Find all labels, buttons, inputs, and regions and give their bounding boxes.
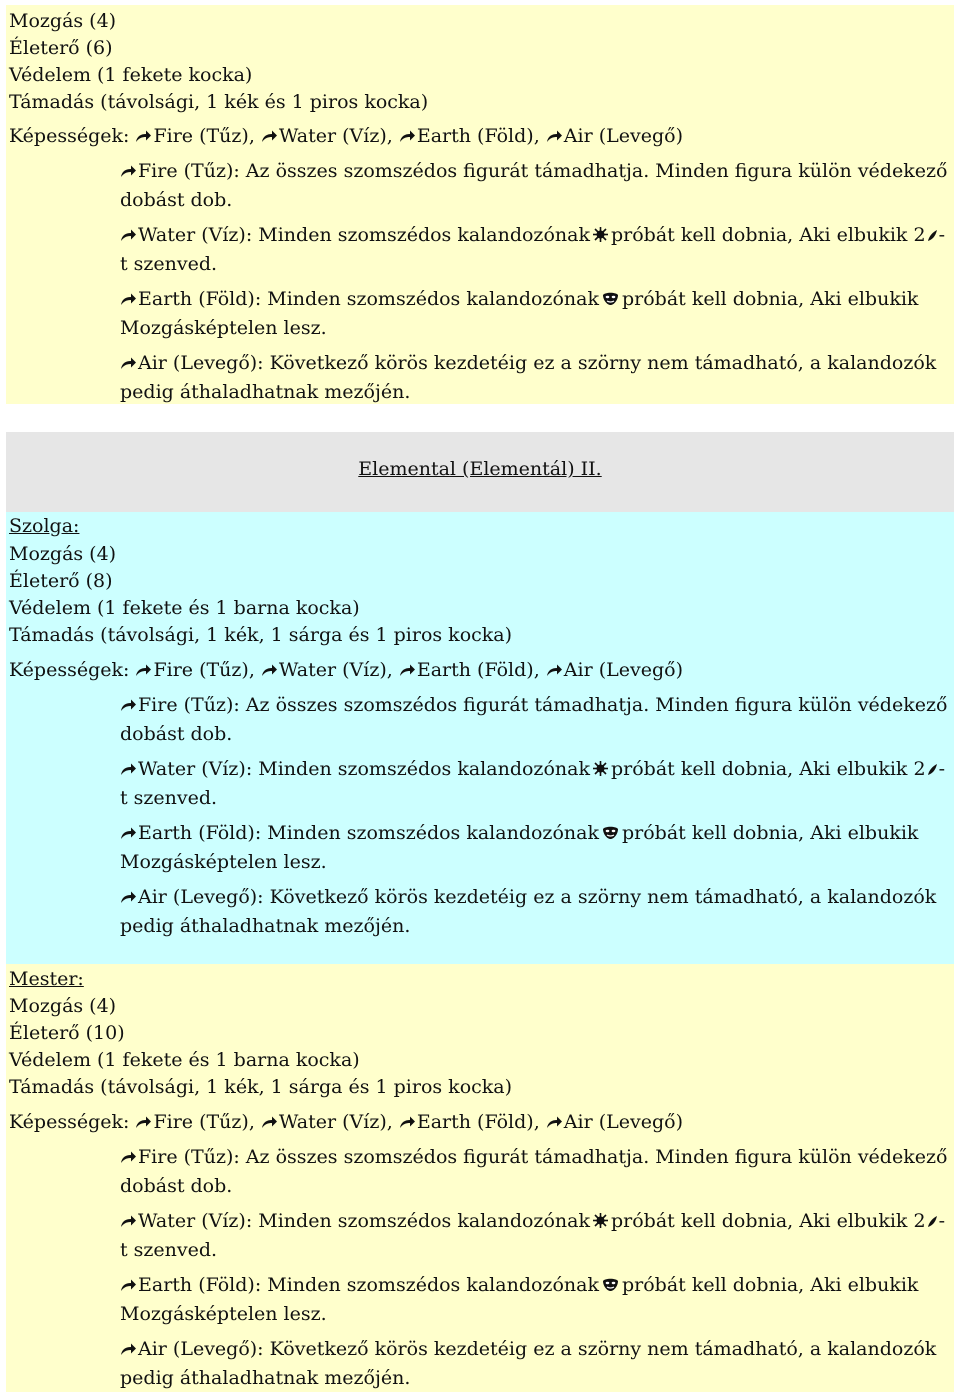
arrow-icon — [120, 762, 137, 776]
ability-desc-earth — [120, 1271, 950, 1329]
arrow-icon — [120, 698, 137, 712]
stat-move: Mozgás (4) — [9, 543, 117, 565]
ability-desc-text: próbát kell dobnia, Aki elbukik Mozgásképtelen lesz. — [120, 822, 919, 873]
abilities-label: Képességek: — [9, 125, 130, 147]
arrow-icon — [120, 356, 137, 370]
ability-desc-text: próbát kell dobnia, Aki elbukik 2 — [610, 224, 926, 246]
wound-icon — [927, 1215, 938, 1228]
sun-icon — [593, 1213, 608, 1228]
ability-desc-text: -t szenved. — [120, 224, 945, 275]
arrow-icon — [120, 890, 137, 904]
mask-icon — [602, 291, 619, 306]
abilities-row — [9, 1110, 683, 1134]
stat-attack: Támadás (távolsági, 1 kék, 1 sárga és 1 piros kocka) — [9, 624, 513, 646]
szolga-label: Szolga: — [9, 515, 80, 537]
arrow-icon — [135, 129, 152, 143]
mester-label: Mester: — [9, 968, 84, 990]
arrow-icon — [120, 164, 137, 178]
ability-air: Air (Levegő) — [563, 659, 683, 681]
stat-defense: Védelem (1 fekete és 1 barna kocka) — [9, 1049, 360, 1071]
ability-earth: Earth (Föld), — [416, 1111, 540, 1133]
ability-water: Water (Víz), — [278, 659, 393, 681]
ability-desc-fire — [120, 691, 950, 749]
ability-desc-fire — [120, 157, 950, 215]
abilities-label: Képességek: — [9, 1111, 130, 1133]
arrow-icon — [399, 663, 416, 677]
arrow-icon — [399, 129, 416, 143]
stat-move: Mozgás (4) — [9, 10, 117, 32]
arrow-icon — [261, 663, 278, 677]
ability-desc-air — [120, 1335, 950, 1393]
ability-desc-text: próbát kell dobnia, Aki elbukik Mozgásképtelen lesz. — [120, 1274, 919, 1325]
arrow-icon — [120, 1342, 137, 1356]
ability-desc-water — [120, 221, 950, 279]
stat-life: Életerő (8) — [9, 570, 113, 592]
ability-fire: Fire (Tűz), — [153, 125, 255, 147]
mester-card — [6, 964, 954, 1392]
arrow-icon — [546, 663, 563, 677]
ability-water: Water (Víz), — [278, 1111, 393, 1133]
ability-desc-water — [120, 755, 950, 813]
stat-attack: Támadás (távolsági, 1 kék és 1 piros kocka) — [9, 91, 429, 113]
ability-earth: Earth (Föld), — [416, 659, 540, 681]
abilities-row — [9, 658, 683, 682]
arrow-icon — [120, 1214, 137, 1228]
ability-desc-text: Air (Levegő): Következő körös kezdetéig ez a szörny nem támadható, a kalandozók pedig áthaladhatnak mezőjén. — [120, 886, 937, 937]
ability-desc-text: -t szenved. — [120, 1210, 945, 1261]
ability-fire: Fire (Tűz), — [153, 659, 255, 681]
arrow-icon — [546, 1115, 563, 1129]
stat-defense: Védelem (1 fekete és 1 barna kocka) — [9, 597, 360, 619]
ability-desc-earth — [120, 285, 950, 343]
arrow-icon — [135, 663, 152, 677]
ability-earth: Earth (Föld), — [416, 125, 540, 147]
ability-desc-text: Air (Levegő): Következő körös kezdetéig ez a szörny nem támadható, a kalandozók pedig áthaladhatnak mezőjén. — [120, 1338, 937, 1389]
ability-desc-text: próbát kell dobnia, Aki elbukik Mozgásképtelen lesz. — [120, 288, 919, 339]
ability-desc-text: -t szenved. — [120, 758, 945, 809]
ability-air: Air (Levegő) — [563, 125, 683, 147]
ability-air: Air (Levegő) — [563, 1111, 683, 1133]
sun-icon — [593, 227, 608, 242]
abilities-row — [9, 124, 683, 148]
ability-fire: Fire (Tűz), — [153, 1111, 255, 1133]
ability-desc-air — [120, 349, 950, 407]
ability-desc-text: próbát kell dobnia, Aki elbukik 2 — [610, 758, 926, 780]
section-header — [6, 432, 954, 512]
ability-desc-text: Earth (Föld): Minden szomszédos kalandozónak — [138, 288, 599, 310]
arrow-icon — [546, 129, 563, 143]
sun-icon — [593, 761, 608, 776]
ability-desc-text: Fire (Tűz): Az összes szomszédos figurát támadhatja. Minden figura külön védekező dobást dob. — [120, 694, 948, 745]
stat-move: Mozgás (4) — [9, 995, 117, 1017]
arrow-icon — [120, 826, 137, 840]
stat-life: Életerő (10) — [9, 1022, 125, 1044]
mask-icon — [602, 825, 619, 840]
ability-desc-fire — [120, 1143, 950, 1201]
stat-attack: Támadás (távolsági, 1 kék, 1 sárga és 1 piros kocka) — [9, 1076, 513, 1098]
arrow-icon — [120, 228, 137, 242]
wound-icon — [927, 229, 938, 242]
arrow-icon — [135, 1115, 152, 1129]
arrow-icon — [120, 1278, 137, 1292]
arrow-icon — [261, 129, 278, 143]
top-monster-card — [6, 5, 954, 404]
arrow-icon — [120, 1150, 137, 1164]
ability-desc-text: Water (Víz): Minden szomszédos kalandozónak — [138, 758, 590, 780]
ability-desc-text: Fire (Tűz): Az összes szomszédos figurát támadhatja. Minden figura külön védekező dobást dob. — [120, 160, 948, 211]
ability-desc-text: Water (Víz): Minden szomszédos kalandozónak — [138, 1210, 590, 1232]
section-title: Elemental (Elementál) II. — [358, 458, 602, 480]
ability-desc-text: Water (Víz): Minden szomszédos kalandozónak — [138, 224, 590, 246]
wound-icon — [927, 763, 938, 776]
stat-defense: Védelem (1 fekete kocka) — [9, 64, 253, 86]
ability-desc-text: Air (Levegő): Következő körös kezdetéig ez a szörny nem támadható, a kalandozók pedig áthaladhatnak mezőjén. — [120, 352, 937, 403]
arrow-icon — [261, 1115, 278, 1129]
abilities-label: Képességek: — [9, 659, 130, 681]
ability-water: Water (Víz), — [278, 125, 393, 147]
ability-desc-text: Earth (Föld): Minden szomszédos kalandozónak — [138, 1274, 599, 1296]
ability-desc-text: próbát kell dobnia, Aki elbukik 2 — [610, 1210, 926, 1232]
ability-desc-text: Fire (Tűz): Az összes szomszédos figurát támadhatja. Minden figura külön védekező dobást dob. — [120, 1146, 948, 1197]
arrow-icon — [399, 1115, 416, 1129]
szolga-card — [6, 512, 954, 964]
arrow-icon — [120, 292, 137, 306]
stat-life: Életerő (6) — [9, 37, 113, 59]
ability-desc-earth — [120, 819, 950, 877]
ability-desc-water — [120, 1207, 950, 1265]
ability-desc-air — [120, 883, 950, 941]
mask-icon — [602, 1277, 619, 1292]
ability-desc-text: Earth (Föld): Minden szomszédos kalandozónak — [138, 822, 599, 844]
